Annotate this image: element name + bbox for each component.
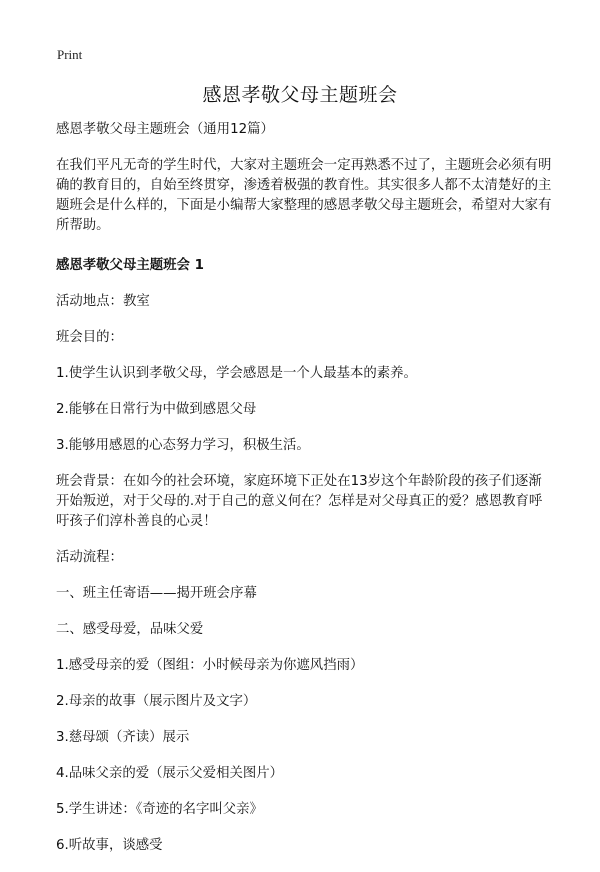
process-step: 6.听故事，谈感受 <box>56 838 163 853</box>
process-step: 二、感受母爱，品味父爱 <box>56 622 204 637</box>
document-body <box>56 120 552 872</box>
goal-item: 3.能够用感恩的心态努力学习，积极生活。 <box>56 438 310 453</box>
goal-item: 1.使学生认识到孝敬父母，学会感恩是一个人最基本的素养。 <box>56 366 417 381</box>
goal-item: 2.能够在日常行为中做到感恩父母 <box>56 402 257 417</box>
goal-label: 班会目的： <box>56 330 123 345</box>
process-step: 2.母亲的故事（展示图片及文字） <box>56 694 257 709</box>
background-paragraph: 班会背景：在如今的社会环境，家庭环境下正处在13岁这个年龄阶段的孩子们逐渐开始叛逆，对于父母的.对于自己的意义何在？怎样是对父母真正的爱？感恩教育呼吁孩子们淳朴善良的心灵！ <box>56 474 543 529</box>
section-heading: 感恩孝敬父母主题班会 1 <box>56 258 204 273</box>
process-step: 1.感受母亲的爱（图组：小时候母亲为你遮风挡雨） <box>56 658 364 673</box>
process-step: 一、班主任寄语——揭开班会序幕 <box>56 586 257 601</box>
process-label: 活动流程： <box>56 550 123 565</box>
document-title: 感恩孝敬父母主题班会 <box>202 84 398 106</box>
process-step: 4.品味父亲的爱（展示父爱相关图片） <box>56 766 284 781</box>
document-subtitle: 感恩孝敬父母主题班会（通用12篇） <box>56 122 274 137</box>
print-link[interactable]: Print <box>57 47 83 62</box>
process-step: 3.慈母颂（齐读）展示 <box>56 730 190 745</box>
activity-location: 活动地点：教室 <box>56 294 150 309</box>
intro-paragraph: 在我们平凡无奇的学生时代，大家对主题班会一定再熟悉不过了，主题班会必须有明确的教育目的，自始至终贯穿，渗透着极强的教育性。其实很多人都不太清楚好的主题班会是什么样的，下面是小编帮大家整理的感恩孝敬父母主题班会，希望对大家有所帮助。 <box>56 158 552 233</box>
process-step: 5.学生讲述：《奇迹的名字叫父亲》 <box>56 802 263 817</box>
